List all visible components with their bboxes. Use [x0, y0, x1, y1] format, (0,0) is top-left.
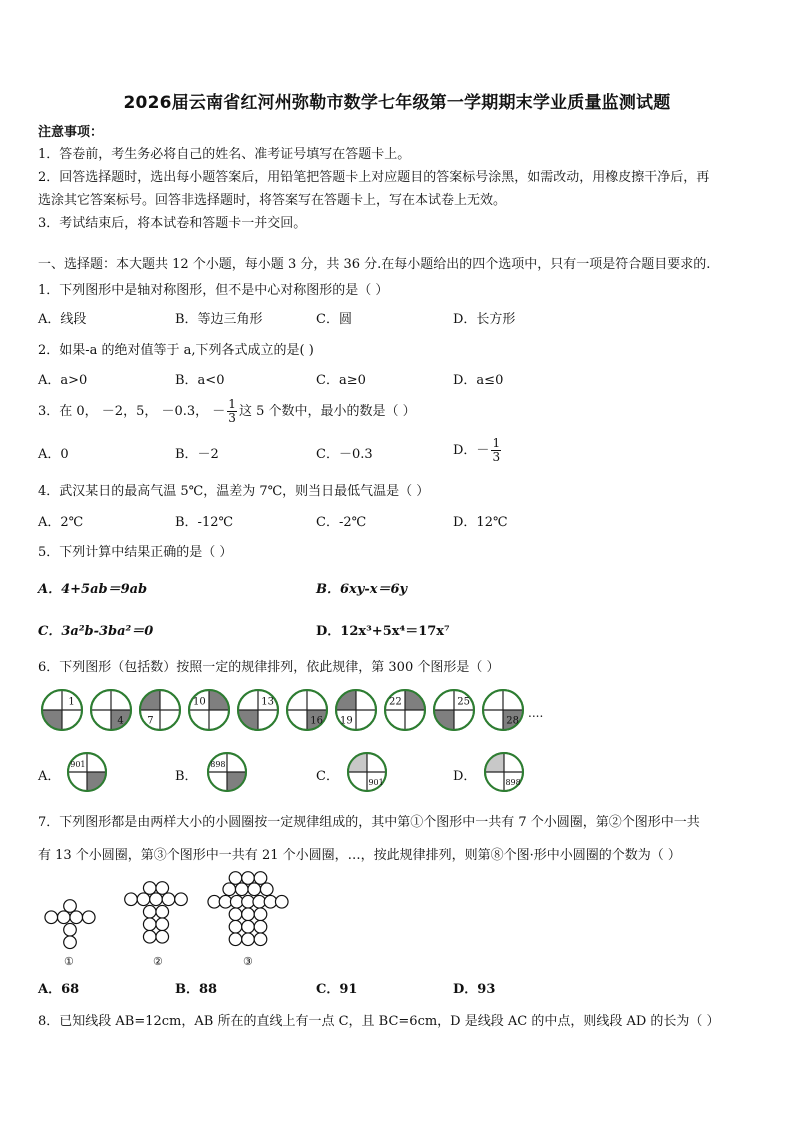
- q7-stem-line2: 有 13 个小圆圈，第③个图形中一共有 21 个小圆圈，…，按此规律排列，则第⑧个图·形中小圆圈的个数为（ ）: [38, 848, 681, 863]
- small-circle: [64, 900, 77, 913]
- small-circle: [242, 872, 255, 885]
- q3-stem: [38, 398, 416, 425]
- q7-option-b[interactable]: B．88: [175, 982, 218, 997]
- q3-stem-part2: 这 5 个数中，最小的数是（ ）: [238, 404, 416, 419]
- notice-item: 1．答卷前，考生务必将自己的姓名、准考证号填写在答题卡上。: [38, 147, 411, 162]
- sequence-disk: [238, 690, 278, 730]
- option-disk: [68, 753, 106, 791]
- ellipsis: ....: [528, 706, 544, 720]
- small-circle: [162, 893, 175, 906]
- small-circle: [64, 923, 77, 936]
- q6-option-c[interactable]: C．: [316, 769, 339, 784]
- q8-stem: 8．已知线段 AB=12cm，AB 所在的直线上有一点 C，且 BC=6cm，D 是线段 AC 的中点，则线段 AD 的长为（ ）: [38, 1014, 720, 1029]
- small-circle: [229, 933, 242, 946]
- q7-stem-line1: 7．下列图形都是由两样大小的小圆圈按一定规律组成的，其中第①个图形中一共有 7 个小圆圈，第②个图形中一共: [38, 815, 700, 830]
- option-disk: [485, 753, 523, 791]
- section-heading: 一、选择题：本大题共 12 个小题，每小题 3 分，共 36 分.在每小题给出的四个选项中，只有一项是符合题目要求的.: [38, 257, 711, 272]
- q4-option-b[interactable]: B．-12℃: [175, 515, 234, 530]
- q5-stem: 5．下列计算中结果正确的是（ ）: [38, 545, 233, 560]
- small-circle: [175, 893, 188, 906]
- small-circle: [223, 883, 236, 896]
- disk-number: 25: [457, 696, 470, 708]
- q6-option-d[interactable]: D．: [453, 769, 477, 784]
- q1-option-a[interactable]: A．线段: [38, 312, 87, 327]
- small-circle: [254, 920, 267, 933]
- notice-item: 3．考试结束后，将本试卷和答题卡一并交回。: [38, 216, 307, 231]
- q2-option-d[interactable]: D．a≤0: [453, 373, 504, 388]
- q5-option-c[interactable]: C．3a²b-3ba²＝0: [38, 624, 154, 639]
- option-disk: [208, 753, 246, 791]
- small-circle: [143, 918, 156, 931]
- small-circle: [70, 911, 83, 924]
- small-circle: [229, 920, 242, 933]
- notice-item: 2．回答选择题时，选出每小题答案后，用铅笔把答题卡上对应题目的答案标号涂黑，如需改动，用橡皮擦干净后，再: [38, 170, 710, 185]
- q2-option-c[interactable]: C．a≥0: [316, 373, 366, 388]
- small-circle: [156, 905, 169, 918]
- fraction: $\frac{1}{3}$: [228, 397, 236, 425]
- disk-number: 10: [193, 696, 206, 708]
- options-svg: [60, 750, 580, 800]
- disk-number: 898: [210, 759, 226, 769]
- disk-number: 22: [389, 696, 402, 708]
- sequence-disk: [385, 690, 425, 730]
- q3-option-c[interactable]: C．－0.3: [316, 447, 373, 462]
- page-title: 2026届云南省红河州弥勒市数学七年级第一学期期末学业质量监测试题: [123, 93, 671, 113]
- disk-number: 19: [340, 715, 353, 727]
- disk-number: 16: [310, 715, 323, 727]
- small-circle: [57, 911, 70, 924]
- fraction: $\frac{1}{3}$: [492, 436, 501, 464]
- q6-option-b[interactable]: B．: [175, 769, 198, 784]
- disk-number: 898: [505, 778, 521, 788]
- small-circle: [235, 883, 248, 896]
- disk-number: 901: [70, 759, 86, 769]
- q4-option-d[interactable]: D．12℃: [453, 515, 508, 530]
- disk-number: 13: [261, 696, 274, 708]
- q3-stem-part1: 3．在 0， －2，5， －0.3， －: [38, 404, 226, 419]
- q2-option-a[interactable]: A．a>0: [38, 373, 88, 388]
- small-circle: [137, 893, 150, 906]
- disk-number: 4: [117, 715, 124, 727]
- small-circle: [45, 911, 58, 924]
- disk-number: 28: [506, 715, 519, 727]
- small-circle: [156, 930, 169, 943]
- figure-label-2: ②: [153, 955, 163, 968]
- sequence-disk: [483, 690, 523, 730]
- q7-option-c[interactable]: C．91: [316, 982, 358, 997]
- small-circle: [254, 872, 267, 885]
- q3-option-d[interactable]: D．－ $\frac{1}{3}$: [453, 436, 501, 464]
- small-circle: [143, 930, 156, 943]
- option-disk: [348, 753, 386, 791]
- small-circle: [156, 882, 169, 895]
- notice-item: 选涂其它答案标号。回答非选择题时，将答案写在答题卡上，写在本试卷上无效。: [38, 193, 507, 208]
- small-circle: [82, 911, 95, 924]
- small-circle: [143, 882, 156, 895]
- small-circle: [143, 905, 156, 918]
- q1-stem: 1．下列图形中是轴对称图形，但不是中心对称图形的是（ ）: [38, 283, 389, 298]
- small-circle: [242, 908, 255, 921]
- sequence-disk: [287, 690, 327, 730]
- disk-number: 901: [368, 778, 384, 788]
- small-circle: [254, 908, 267, 921]
- small-circle: [229, 872, 242, 885]
- small-circle: [275, 895, 288, 908]
- notice-heading: 注意事项：: [38, 125, 104, 140]
- disk-number: 7: [147, 715, 154, 727]
- small-circle: [229, 908, 242, 921]
- q4-option-c[interactable]: C．-2℃: [316, 515, 367, 530]
- sequence-disk: [189, 690, 229, 730]
- small-circle: [254, 933, 267, 946]
- q5-option-b[interactable]: B．6xy-x＝6y: [316, 582, 408, 597]
- q1-option-d[interactable]: D．长方形: [453, 312, 516, 327]
- sequence-disk: [336, 690, 376, 730]
- sequence-disk: [434, 690, 474, 730]
- sequence-disk: [91, 690, 131, 730]
- q2-option-b[interactable]: B．a<0: [175, 373, 225, 388]
- small-circle: [150, 893, 163, 906]
- q5-option-a[interactable]: A．4+5ab＝9ab: [38, 582, 148, 597]
- q7-option-d[interactable]: D．93: [453, 982, 496, 997]
- small-circle: [125, 893, 138, 906]
- small-circle: [260, 883, 273, 896]
- small-circle: [242, 933, 255, 946]
- q5-option-d[interactable]: D．12x³+5x⁴＝17x⁷: [316, 624, 450, 639]
- q3-option-a[interactable]: A．0: [38, 447, 69, 462]
- figure-label-3: ③: [243, 955, 253, 968]
- q1-option-b[interactable]: B．等边三角形: [175, 312, 263, 327]
- q7-circle-figures: [38, 862, 298, 972]
- sequence-svg: [40, 688, 540, 738]
- q1-option-c[interactable]: C．圆: [316, 312, 352, 327]
- small-circle: [64, 936, 77, 949]
- q4-stem: 4．武汉某日的最高气温 5℃，温差为 7℃，则当日最低气温是（ ）: [38, 484, 430, 499]
- sequence-disk: [42, 690, 82, 730]
- q6-stem: 6．下列图形（包括数）按照一定的规律排列，依此规律，第 300 个图形是（ ）: [38, 660, 500, 675]
- sequence-disk: [140, 690, 180, 730]
- disk-number: 1: [68, 696, 75, 708]
- small-circle: [248, 883, 261, 896]
- q4-option-a[interactable]: A．2℃: [38, 515, 84, 530]
- figure-label-1: ①: [64, 955, 74, 968]
- q6-option-a[interactable]: A．: [38, 769, 61, 784]
- small-circle: [156, 918, 169, 931]
- small-circle: [242, 920, 255, 933]
- q2-stem: 2．如果-a 的绝对值等于 a,下列各式成立的是( ): [38, 343, 314, 358]
- q3-option-b[interactable]: B．－2: [175, 447, 219, 462]
- q7-option-a[interactable]: A．68: [38, 982, 80, 997]
